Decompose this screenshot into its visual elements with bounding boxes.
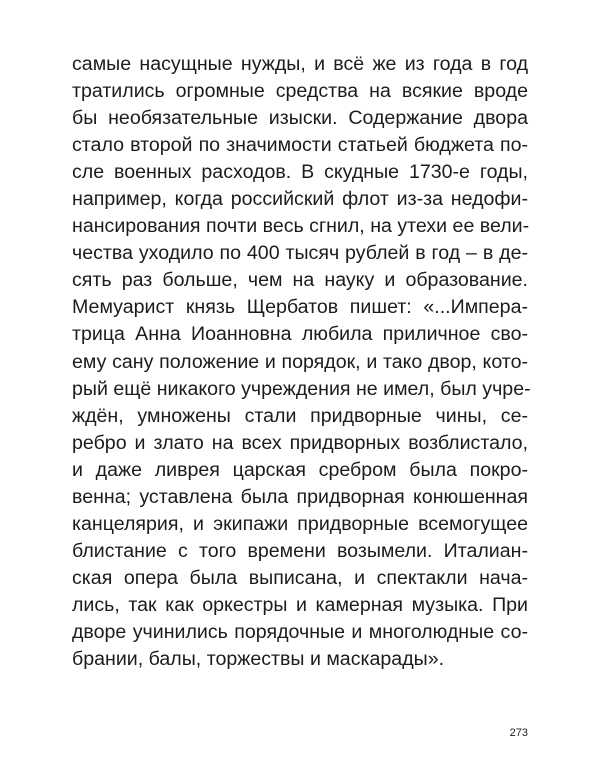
text-line: ему сану положение и порядок, и тако двор, кото- bbox=[72, 350, 528, 373]
text-line: канцелярия, и экипажи придворные всемогущее bbox=[72, 512, 528, 535]
text-line: самые насущные нужды, и всё же из года в год bbox=[72, 53, 528, 75]
text-line: блистание с того времени возымели. Италиан- bbox=[72, 539, 528, 562]
text-line: ская опера была выписана, и спектакли нача- bbox=[72, 566, 528, 589]
text-line: и даже ливрея царская сребром была покро- bbox=[72, 458, 528, 481]
text-line: венна; уставлена была придворная конюшенная bbox=[72, 485, 528, 508]
text-line: ребро и злато на всех придворных возблистало, bbox=[72, 431, 528, 454]
text-line: бы необязательные изыски. Содержание двора bbox=[72, 107, 528, 130]
page-number: 273 bbox=[509, 727, 528, 739]
text-line: рый ещё никакого учреждения не имел, был учре- bbox=[72, 377, 531, 400]
text-line: сять раз больше, чем на науку и образование. bbox=[72, 269, 528, 292]
text-line: стало второй по значимости статьей бюджета по- bbox=[72, 134, 528, 157]
text-line: брании, балы, торжествы и маскарады». bbox=[72, 648, 445, 671]
text-line: например, когда российский флот из-за недофи- bbox=[72, 188, 528, 211]
text-line: сле военных расходов. В скудные 1730-е годы, bbox=[72, 161, 528, 184]
text-line: трица Анна Иоанновна любила приличное сво- bbox=[72, 323, 528, 346]
text-line: лись, так как оркестры и камерная музыка. При bbox=[72, 593, 528, 616]
body-text bbox=[72, 51, 531, 673]
text-line: дворе учинились порядочные и многолюдные со- bbox=[72, 620, 528, 643]
text-line: нансирования почти весь сгнил, на утехи ее вели- bbox=[72, 215, 530, 238]
text-line: чества уходило по 400 тысяч рублей в год – в де- bbox=[72, 242, 528, 265]
text-line: тратились огромные средства на всякие вроде bbox=[72, 80, 528, 103]
text-line: Мемуарист князь Щербатов пишет: «...Импера- bbox=[72, 296, 528, 319]
text-line: ждён, умножены стали придворные чины, се- bbox=[72, 404, 528, 427]
